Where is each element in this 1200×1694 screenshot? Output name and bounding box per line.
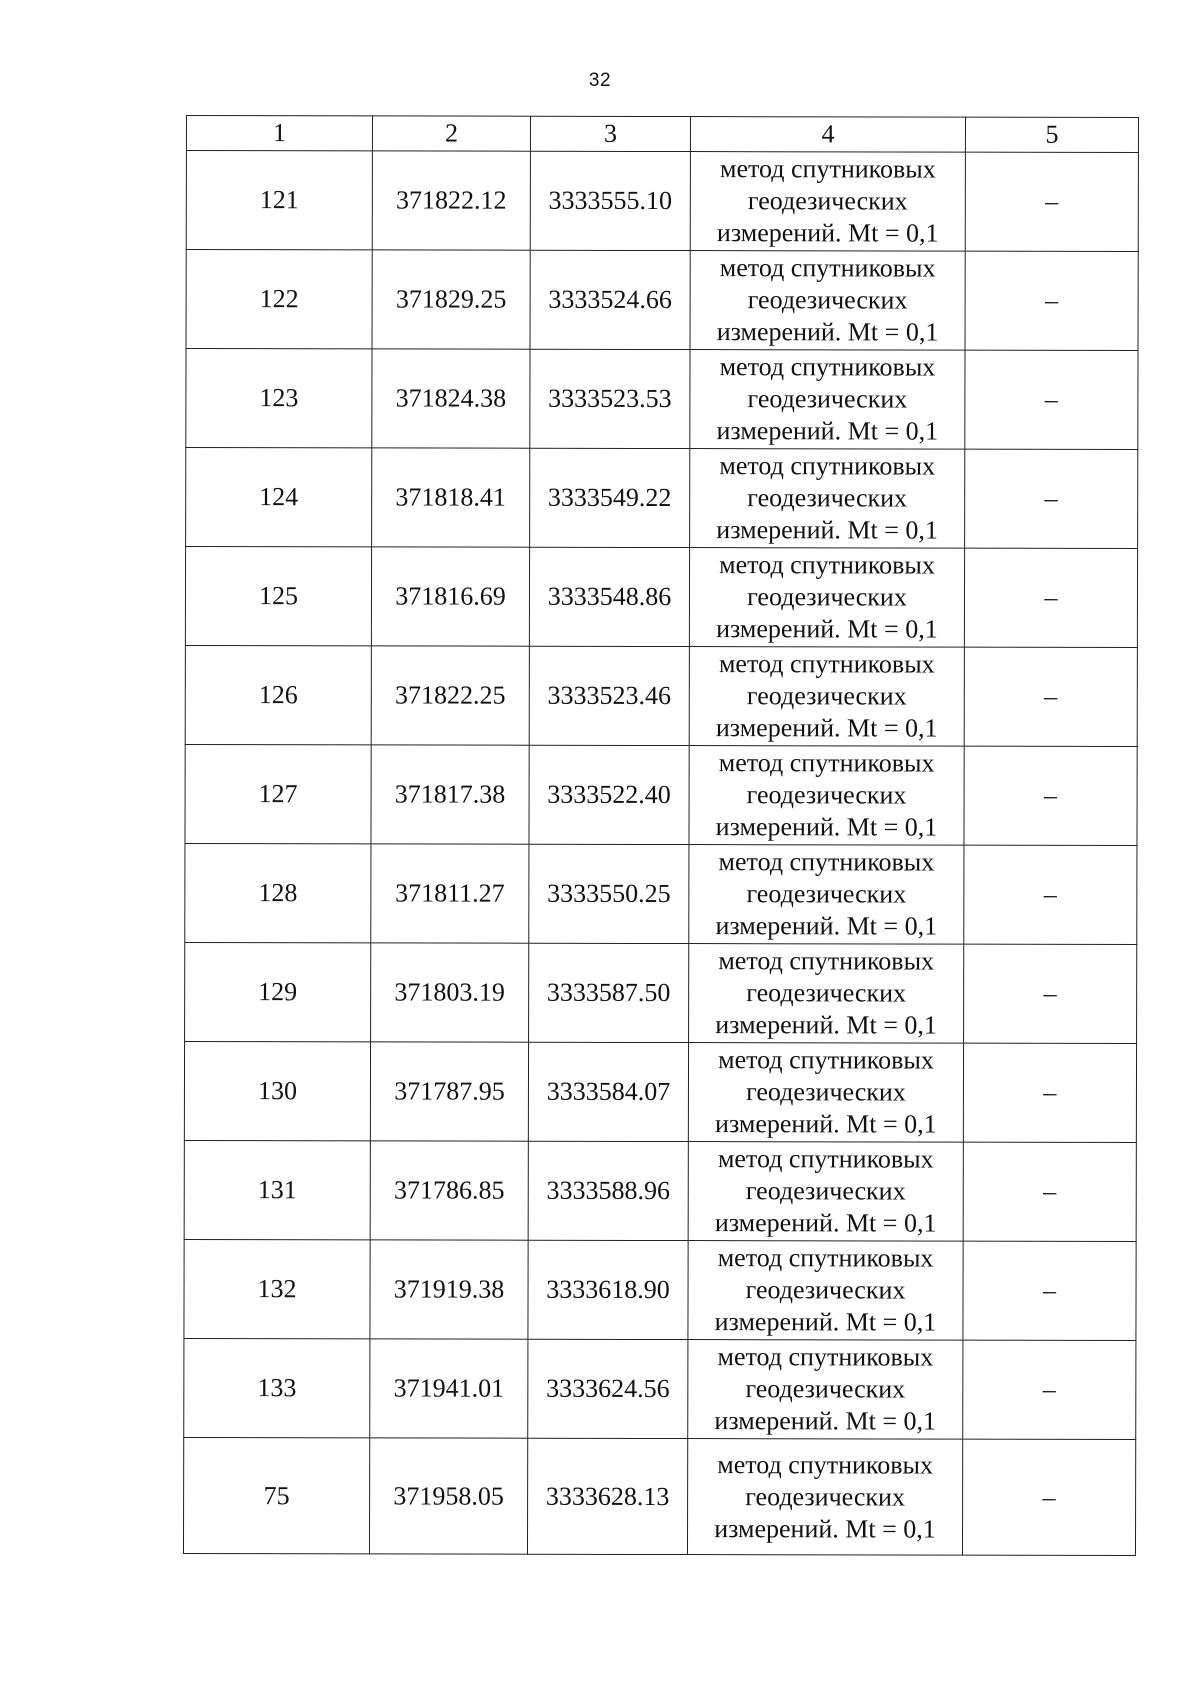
y-coordinate-cell: 3333618.90 [528,1240,688,1339]
point-number-cell: 126 [185,645,371,744]
x-coordinate-cell: 371958.05 [369,1438,527,1554]
point-number-cell: 123 [186,349,372,448]
point-number-cell: 124 [186,448,372,547]
method-cell [689,647,964,747]
method-line: измерений. Mt = 0,1 [714,1406,937,1436]
method-line: измерений. Mt = 0,1 [716,317,939,347]
method-cell [689,944,964,1044]
method-cell [687,1439,962,1556]
table-row [185,645,1137,746]
y-coordinate-cell: 3333584.07 [528,1042,688,1141]
point-number-cell: 128 [185,843,371,942]
note-cell: – [963,1340,1136,1439]
method-line: измерений. Mt = 0,1 [715,1109,937,1139]
table-row [185,843,1137,944]
method-line: геодезических [747,582,907,612]
y-coordinate-cell: 3333588.96 [528,1141,688,1240]
method-line: измерений. Mt = 0,1 [715,911,938,941]
table-row [184,1338,1136,1439]
method-line: метод спутниковых [719,352,936,382]
note-cell: – [965,152,1138,251]
method-line: измерений. Mt = 0,1 [716,416,939,446]
method-line: измерений. Mt = 0,1 [715,1010,937,1040]
table-row [185,744,1137,845]
point-number-cell: 131 [184,1140,370,1239]
method-line: метод спутниковых [718,1045,934,1075]
table-row [183,1437,1135,1555]
table-row [184,1239,1136,1340]
method-line: геодезических [745,1481,905,1512]
method-cell [688,1241,963,1341]
y-coordinate-cell: 3333624.56 [528,1339,688,1438]
point-number-cell: 130 [184,1041,370,1140]
table-row [185,547,1137,648]
y-coordinate-cell: 3333550.25 [529,844,689,943]
method-line: геодезических [747,285,908,315]
y-coordinate-cell: 3333548.86 [529,547,689,646]
point-number-cell: 132 [184,1239,370,1338]
note-cell: – [962,1439,1135,1555]
table-row [186,151,1138,252]
x-coordinate-cell: 371811.27 [371,844,529,943]
method-cell [688,1340,963,1440]
x-coordinate-cell: 371822.12 [372,151,530,250]
method-cell [688,1043,963,1143]
method-line: геодезических [745,1275,906,1305]
table-row [185,942,1137,1043]
method-line: геодезических [745,1176,906,1206]
method-line: измерений. Mt = 0,1 [716,614,938,644]
method-line: геодезических [746,879,907,909]
method-line: геодезических [746,780,907,810]
table-row [184,1140,1136,1241]
method-line: метод спутниковых [717,1144,934,1174]
method-cell [690,152,965,252]
table-header-row [186,116,1138,153]
method-line: метод спутниковых [719,451,936,481]
column-header-2: 2 [372,116,530,151]
y-coordinate-cell: 3333587.50 [529,943,689,1042]
method-cell [688,1142,963,1242]
note-cell: – [964,548,1137,647]
x-coordinate-cell: 371786.85 [370,1141,528,1240]
table-row [186,349,1138,450]
point-number-cell: 75 [183,1437,369,1553]
method-line: геодезических [746,681,907,711]
x-coordinate-cell: 371829.25 [372,250,530,349]
x-coordinate-cell: 371824.38 [372,349,530,448]
point-number-cell: 127 [185,744,371,843]
method-line: метод спутниковых [719,550,935,580]
point-number-cell: 133 [184,1338,370,1437]
note-cell: – [963,1043,1136,1142]
method-line: измерений. Mt = 0,1 [714,1513,936,1544]
method-line: метод спутниковых [717,1342,934,1372]
note-cell: – [965,449,1138,548]
method-line: измерений. Mt = 0,1 [714,1208,937,1238]
method-cell [690,350,965,450]
method-line: измерений. Mt = 0,1 [715,812,938,842]
x-coordinate-cell: 371941.01 [370,1339,528,1438]
x-coordinate-cell: 371816.69 [371,547,529,646]
method-line: измерений. Mt = 0,1 [716,515,938,545]
note-cell: – [963,1142,1136,1241]
point-number-cell: 122 [186,250,372,349]
method-line: геодезических [745,1374,906,1404]
table-body [183,116,1138,1556]
method-cell [689,845,964,945]
note-cell: – [965,350,1138,449]
column-header-5: 5 [965,117,1138,152]
y-coordinate-cell: 3333524.66 [530,250,690,349]
method-line: метод спутниковых [719,154,936,184]
y-coordinate-cell: 3333522.40 [529,745,689,844]
table-row [184,1041,1136,1142]
x-coordinate-cell: 371817.38 [371,745,529,844]
table-row [186,250,1138,351]
x-coordinate-cell: 371803.19 [371,943,529,1042]
method-line: измерений. Mt = 0,1 [714,1307,937,1337]
method-line: измерений. Mt = 0,1 [716,218,939,248]
y-coordinate-cell: 3333523.53 [530,349,690,448]
note-cell: – [964,944,1137,1043]
method-line: метод спутниковых [717,1243,934,1273]
y-coordinate-cell: 3333628.13 [527,1438,687,1554]
x-coordinate-cell: 371787.95 [370,1042,528,1141]
method-line: геодезических [747,186,908,216]
x-coordinate-cell: 371822.25 [371,646,529,745]
method-line: геодезических [747,384,908,414]
point-number-cell: 121 [186,151,372,250]
method-line: метод спутниковых [718,946,935,976]
y-coordinate-cell: 3333523.46 [529,646,689,745]
y-coordinate-cell: 3333555.10 [530,151,690,250]
method-line: метод спутниковых [719,253,936,283]
x-coordinate-cell: 371919.38 [370,1240,528,1339]
method-cell [689,548,964,648]
y-coordinate-cell: 3333549.22 [530,448,690,547]
method-line: метод спутниковых [718,847,935,877]
method-cell [690,449,965,549]
page-number: 32 [588,70,612,91]
point-number-cell: 125 [185,547,371,646]
method-cell [689,746,964,846]
method-cell [690,251,965,351]
note-cell: – [964,845,1137,944]
column-header-1: 1 [186,116,372,151]
method-line: метод спутниковых [718,649,935,679]
note-cell: – [963,1241,1136,1340]
note-cell: – [964,647,1137,746]
note-cell: – [965,251,1138,350]
coordinates-table [183,115,1139,1556]
method-line: метод спутниковых [718,748,935,778]
column-header-3: 3 [530,116,690,151]
table-row [186,448,1138,549]
method-line: геодезических [746,978,907,1008]
point-number-cell: 129 [185,942,371,1041]
method-line: метод спутниковых [717,1449,934,1480]
method-line: измерений. Mt = 0,1 [715,713,938,743]
column-header-4: 4 [690,117,965,153]
method-line: геодезических [746,1077,906,1107]
note-cell: – [964,746,1137,845]
method-line: геодезических [747,483,908,513]
x-coordinate-cell: 371818.41 [372,448,530,547]
